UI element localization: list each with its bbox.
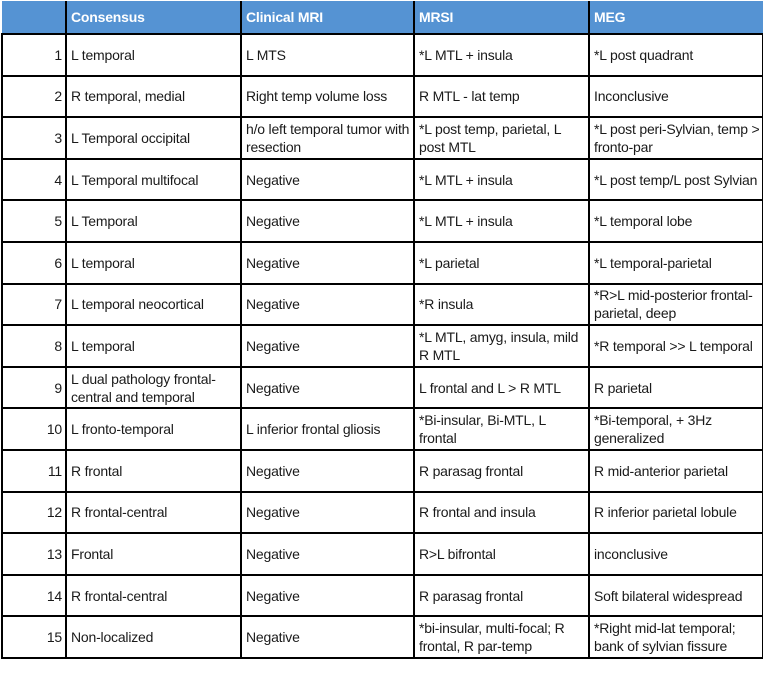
- row-number-cell: 8: [2, 325, 66, 367]
- table-row: [2, 575, 763, 617]
- table-row: [2, 117, 763, 159]
- consensus-cell: L Temporal: [66, 200, 241, 242]
- header-cell-mrsi: MRSI: [414, 1, 589, 34]
- header-row: [2, 1, 763, 34]
- clinical-mri-cell: Negative: [241, 616, 414, 658]
- mrsi-cell: *L MTL + insula: [414, 159, 589, 201]
- header-cell-clinical-mri: Clinical MRI: [241, 1, 414, 34]
- mrsi-cell: *R insula: [414, 284, 589, 326]
- mrsi-cell: L frontal and L > R MTL: [414, 367, 589, 409]
- row-number-cell: 7: [2, 284, 66, 326]
- row-number-cell: 2: [2, 76, 66, 118]
- mrsi-cell: R parasag frontal: [414, 450, 589, 492]
- consensus-cell: R frontal: [66, 450, 241, 492]
- meg-cell: *R temporal >> L temporal: [589, 325, 763, 367]
- clinical-mri-cell: Negative: [241, 492, 414, 534]
- mrsi-cell: *L parietal: [414, 242, 589, 284]
- consensus-cell: R frontal-central: [66, 492, 241, 534]
- mrsi-cell: *L MTL + insula: [414, 34, 589, 76]
- mrsi-cell: R MTL - lat temp: [414, 76, 589, 118]
- consensus-cell: R frontal-central: [66, 575, 241, 617]
- table-row: [2, 408, 763, 450]
- meg-cell: R parietal: [589, 367, 763, 409]
- meg-cell: Soft bilateral widespread: [589, 575, 763, 617]
- consensus-cell: L temporal: [66, 34, 241, 76]
- row-number-cell: 1: [2, 34, 66, 76]
- table-row: [2, 325, 763, 367]
- clinical-mri-cell: L inferior frontal gliosis: [241, 408, 414, 450]
- mrsi-cell: R parasag frontal: [414, 575, 589, 617]
- meg-cell: *L temporal lobe: [589, 200, 763, 242]
- row-number-cell: 12: [2, 492, 66, 534]
- results-table: [1, 1, 763, 659]
- mrsi-cell: *Bi-insular, Bi-MTL, L frontal: [414, 408, 589, 450]
- mrsi-cell: *L MTL, amyg, insula, mild R MTL: [414, 325, 589, 367]
- table-body: [2, 34, 763, 658]
- meg-cell: *R>L mid-posterior frontal-parietal, deep: [589, 284, 763, 326]
- clinical-mri-cell: Negative: [241, 159, 414, 201]
- row-number-cell: 6: [2, 242, 66, 284]
- clinical-mri-cell: Negative: [241, 533, 414, 575]
- meg-cell: *Right mid-lat temporal; bank of sylvian fissure: [589, 616, 763, 658]
- table-row: [2, 450, 763, 492]
- meg-cell: Inconclusive: [589, 76, 763, 118]
- table-row: [2, 492, 763, 534]
- consensus-cell: L Temporal multifocal: [66, 159, 241, 201]
- mrsi-cell: *L post temp, parietal, L post MTL: [414, 117, 589, 159]
- row-number-cell: 10: [2, 408, 66, 450]
- row-number-cell: 5: [2, 200, 66, 242]
- row-number-cell: 3: [2, 117, 66, 159]
- meg-cell: *L post temp/L post Sylvian: [589, 159, 763, 201]
- consensus-cell: L temporal: [66, 242, 241, 284]
- consensus-cell: L Temporal occipital: [66, 117, 241, 159]
- clinical-mri-cell: Right temp volume loss: [241, 76, 414, 118]
- table-row: [2, 34, 763, 76]
- consensus-cell: L temporal: [66, 325, 241, 367]
- consensus-cell: R temporal, medial: [66, 76, 241, 118]
- consensus-cell: Frontal: [66, 533, 241, 575]
- clinical-mri-cell: Negative: [241, 325, 414, 367]
- consensus-cell: Non-localized: [66, 616, 241, 658]
- row-number-cell: 11: [2, 450, 66, 492]
- table-row: [2, 367, 763, 409]
- row-number-cell: 15: [2, 616, 66, 658]
- table-row: [2, 616, 763, 658]
- meg-cell: R inferior parietal lobule: [589, 492, 763, 534]
- row-number-cell: 13: [2, 533, 66, 575]
- clinical-mri-cell: Negative: [241, 367, 414, 409]
- clinical-mri-cell: Negative: [241, 242, 414, 284]
- consensus-cell: L dual pathology frontal-central and temporal: [66, 367, 241, 409]
- table-row: [2, 76, 763, 118]
- consensus-cell: L temporal neocortical: [66, 284, 241, 326]
- clinical-mri-cell: L MTS: [241, 34, 414, 76]
- table-row: [2, 533, 763, 575]
- clinical-mri-cell: Negative: [241, 200, 414, 242]
- mrsi-cell: *L MTL + insula: [414, 200, 589, 242]
- table-row: [2, 284, 763, 326]
- meg-cell: *L temporal-parietal: [589, 242, 763, 284]
- meg-cell: inconclusive: [589, 533, 763, 575]
- header-cell-consensus: Consensus: [66, 1, 241, 34]
- mrsi-cell: R>L bifrontal: [414, 533, 589, 575]
- meg-cell: *L post quadrant: [589, 34, 763, 76]
- mrsi-cell: R frontal and insula: [414, 492, 589, 534]
- clinical-mri-cell: Negative: [241, 450, 414, 492]
- header-cell-meg: MEG: [589, 1, 763, 34]
- row-number-cell: 4: [2, 159, 66, 201]
- table-row: [2, 242, 763, 284]
- header-cell-rownum: [2, 1, 66, 34]
- consensus-cell: L fronto-temporal: [66, 408, 241, 450]
- clinical-mri-cell: Negative: [241, 575, 414, 617]
- meg-cell: *L post peri-Sylvian, temp > fronto-par: [589, 117, 763, 159]
- meg-cell: *Bi-temporal, + 3Hz generalized: [589, 408, 763, 450]
- clinical-mri-cell: h/o left temporal tumor with resection: [241, 117, 414, 159]
- table-row: [2, 159, 763, 201]
- table-row: [2, 200, 763, 242]
- meg-cell: R mid-anterior parietal: [589, 450, 763, 492]
- row-number-cell: 9: [2, 367, 66, 409]
- clinical-mri-cell: Negative: [241, 284, 414, 326]
- row-number-cell: 14: [2, 575, 66, 617]
- table-header: [2, 1, 763, 34]
- mrsi-cell: *bi-insular, multi-focal; R frontal, R par-temp: [414, 616, 589, 658]
